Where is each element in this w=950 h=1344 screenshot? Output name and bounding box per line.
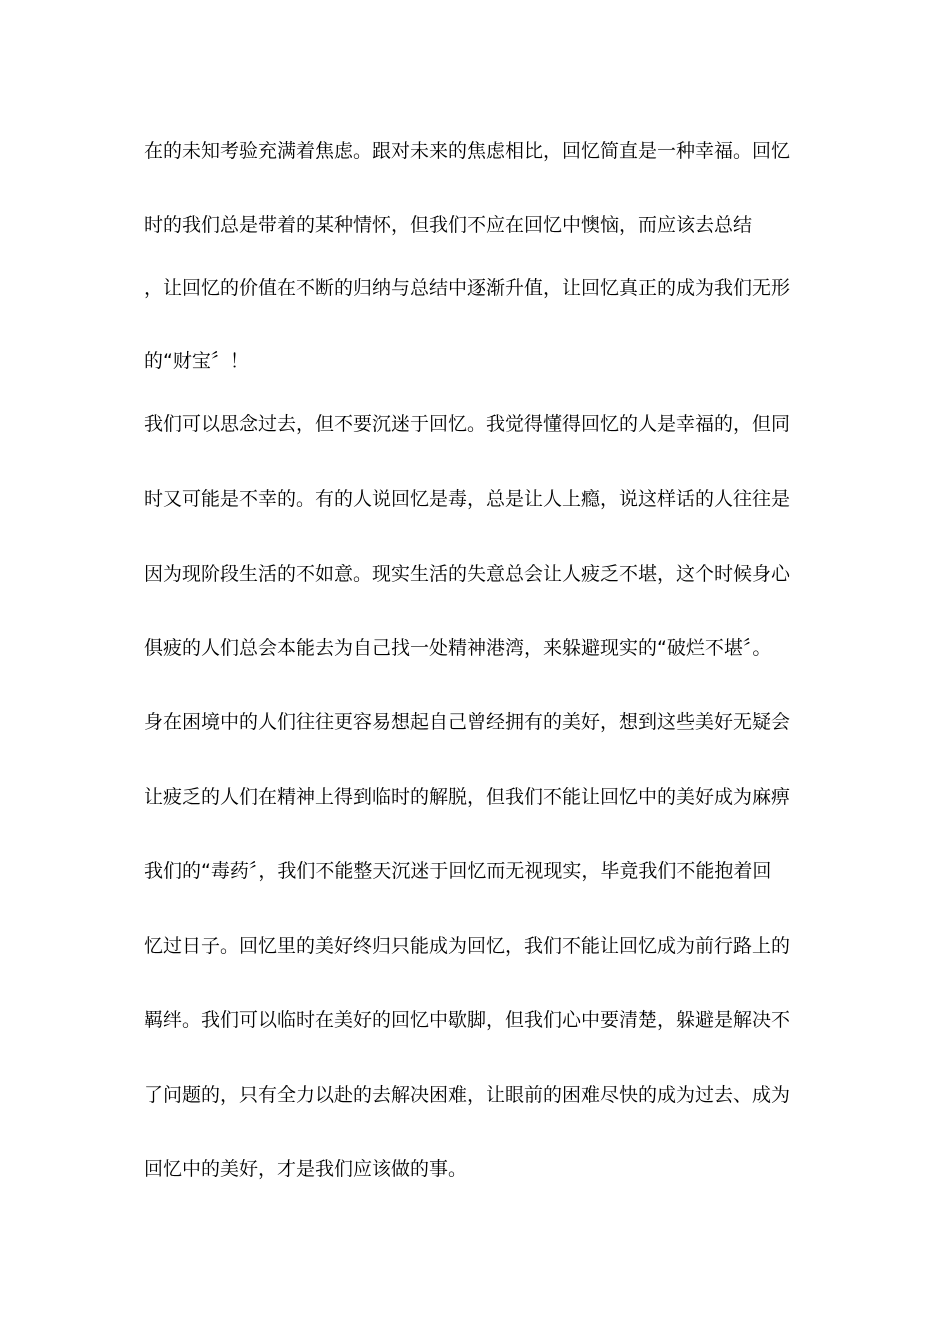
text-line: 回忆中的美好，才是我们应该做的事。 <box>144 1158 468 1180</box>
text-line: ，让回忆的价值在不断的归纳与总结中逐渐升值，让回忆真正的成为我们无形 <box>144 277 791 299</box>
text-line: 的“财宝〞！ <box>144 350 249 372</box>
text-line: 忆过日子。回忆里的美好终归只能成为回忆，我们不能让回忆成为前行路上的 <box>144 935 791 957</box>
text-line: 了问题的，只有全力以赴的去解决困难，让眼前的困难尽快的成为过去、成为 <box>144 1084 791 1106</box>
text-line: 时又可能是不幸的。有的人说回忆是毒，总是让人上瘾，说这样话的人往往是 <box>144 488 791 510</box>
text-line: 时的我们总是带着的某种情怀，但我们不应在回忆中懊恼，而应该去总结 <box>144 214 753 236</box>
text-line: 因为现阶段生活的不如意。现实生活的失意总会让人疲乏不堪，这个时候身心 <box>144 563 791 585</box>
text-line: 俱疲的人们总会本能去为自己找一处精神港湾，来躲避现实的“破烂不堪〞。 <box>144 637 772 659</box>
text-line: 身在困境中的人们往往更容易想起自己曾经拥有的美好，想到这些美好无疑会 <box>144 711 791 733</box>
text-line: 让疲乏的人们在精神上得到临时的解脱，但我们不能让回忆中的美好成为麻痹 <box>144 786 791 808</box>
text-line: 在的未知考验充满着焦虑。跟对未来的焦虑相比，回忆简直是一种幸福。回忆 <box>144 140 791 162</box>
text-line: 我们的“毒药〞，我们不能整天沉迷于回忆而无视现实，毕竟我们不能抱着回 <box>144 860 772 882</box>
text-line: 我们可以思念过去，但不要沉迷于回忆。我觉得懂得回忆的人是幸福的，但同 <box>144 413 791 435</box>
text-line: 羁绊。我们可以临时在美好的回忆中歇脚，但我们心中要清楚，躲避是解决不 <box>144 1009 791 1031</box>
